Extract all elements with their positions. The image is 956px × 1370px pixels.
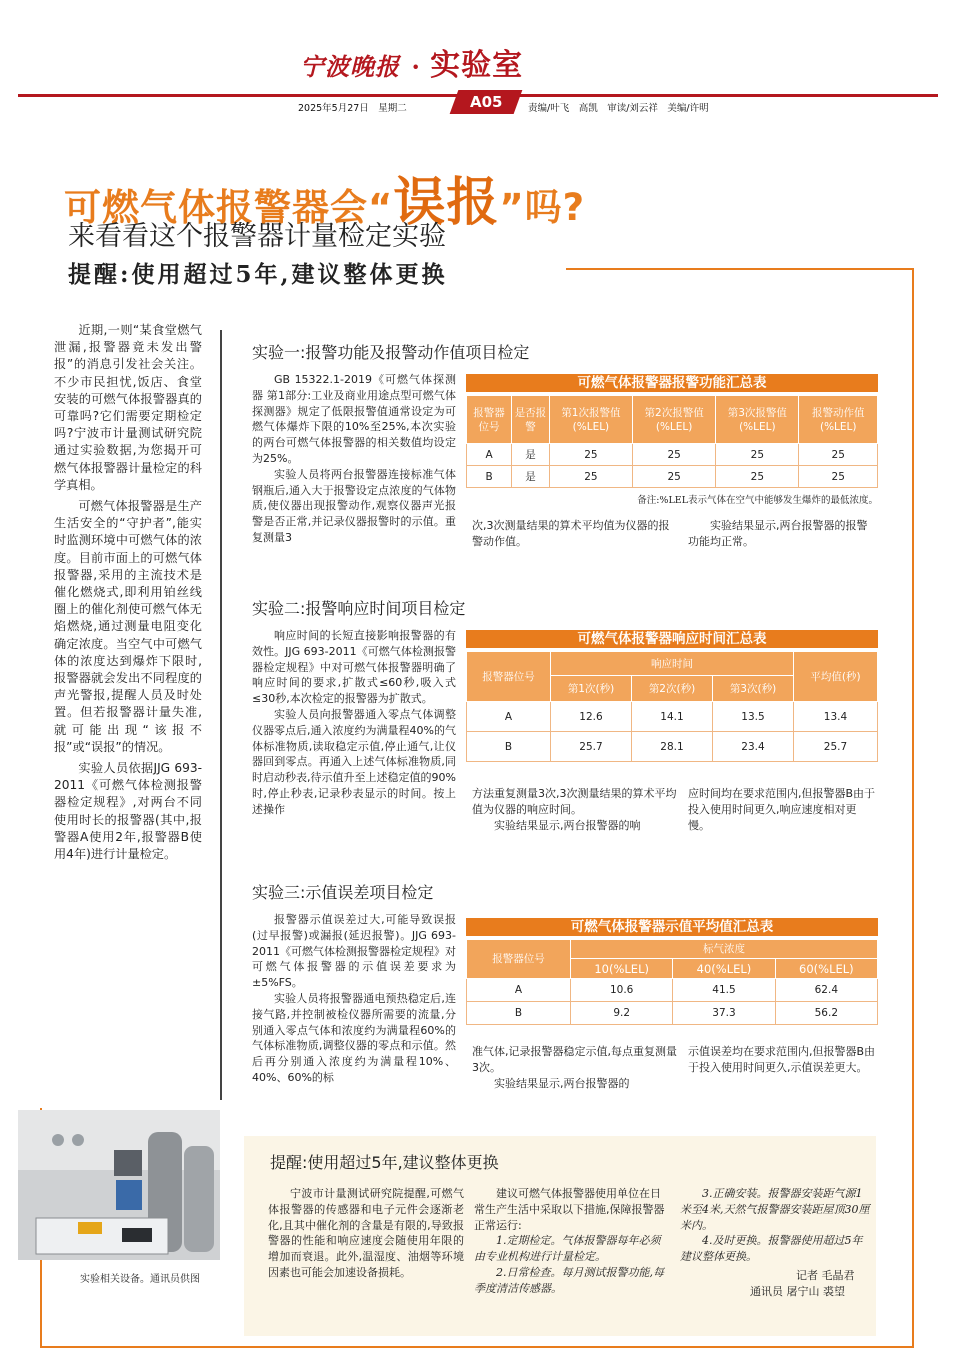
tips-paragraph: 建议可燃气体报警器使用单位在日常生产生活中采取以下措施,保障报警器正常运行: [474, 1187, 665, 1232]
intro-column [54, 322, 202, 863]
reporter-name: 记者 毛晶君 [796, 1269, 855, 1282]
table-row [467, 732, 878, 762]
exp3-text-cont [472, 1044, 678, 1091]
table-cell: 12.6 [551, 702, 632, 732]
table-cell: A [467, 702, 551, 732]
table-cell: 41.5 [673, 979, 775, 1002]
exp1-text [252, 372, 456, 546]
table-cell: 是 [512, 444, 550, 466]
table-header-cell: 报警动作值(%LEL) [799, 396, 878, 444]
table-header-cell: 第1次(秒) [551, 676, 632, 702]
table-cell: 13.5 [713, 702, 794, 732]
tips-col3 [680, 1186, 870, 1265]
exp2-paragraph: 响应时间的长短直接影响报警器的有效性。JJG 693-2011《可燃气体检测报警器检定规程》中对可燃气体报警器明确了响应时间的要求,扩散式≤60秒,吸入式≤30秒,本次检定的报警器为扩散式。 [252, 629, 456, 706]
table-header-cell: 40(%LEL) [673, 959, 775, 979]
table-cell: B [467, 732, 551, 762]
table-header-cell: 标气浓度 [571, 940, 878, 959]
table-header-cell: 60(%LEL) [775, 959, 877, 979]
table-cell: B [467, 1002, 571, 1025]
section-name: 实验室 [430, 48, 524, 83]
editors-line: 责编/叶飞 高凯 审读/刘云祥 美编/许明 [528, 103, 709, 114]
tips-item: 3.正确安装。报警器安装距气源1米至4米,天然气报警器安装距屋顶30厘米内。 [680, 1187, 870, 1232]
exp2-title: 实验二:报警响应时间项目检定 [252, 599, 466, 618]
page-number-flag: A05 [450, 90, 523, 114]
intro-paragraph: 近期,一则“某食堂燃气泄漏,报警器竟未发出警报”的消息引发社会关注。不少市民担忧,饭店、食堂安装的可燃气体报警器真的可靠吗?它们需要定期检定吗?宁波市计量测试研究院通过实验数据,为您揭开可燃气体报警器计量检定的科学真相。 [54, 323, 202, 492]
table-header-cell: 响应时间 [551, 652, 794, 676]
table-row [467, 1002, 878, 1025]
exp3-text [252, 912, 456, 1086]
exp2-text-cont [472, 786, 678, 833]
intro-paragraph: 可燃气体报警器是生产生活安全的“守护者”,能实时监测环境中可燃气体的浓度。目前市面上的可燃气体报警器,采用的主流技术是催化燃烧式,即利用铂丝线圈上的催化剂使可燃气体无焰燃烧,通过测量电阻变化确定浓度。当空气中可燃气体的浓度达到爆炸下限时,报警器就会发出不同程度的声光警报,提醒人员及时处置。但若报警器计量失准,就可能出现“该报不报”或“误报”的情况。 [54, 499, 202, 754]
exp3-title: 实验三:示值误差项目检定 [252, 883, 434, 902]
exp1-text-cont: 次,3次测量结果的算术平均值为仪器的报警动作值。 [472, 519, 670, 548]
reminder-title: 提醒:使用超过5年,建议整体更换 [68, 261, 448, 288]
tips-col1: 宁波市计量测试研究院提醒,可燃气体报警器的传感器和电子元件会逐渐老化,且其中催化剂的含量是有限的,导致报警器的性能和响应速度会随使用年限的增加而衰退。此外,温湿度、油烟等环境因素也可能会加速设备损耗。 [268, 1187, 464, 1279]
table-header-cell: 是否报警 [512, 396, 550, 444]
table-cell: 25 [799, 466, 878, 488]
table-cell: 25 [549, 444, 632, 466]
table-cell: 56.2 [775, 1002, 877, 1025]
table-cell: 9.2 [571, 1002, 673, 1025]
exp3-paragraph: 实验人员将报警器通电预热稳定后,连接气路,并控制被检仪器所需要的流量,分别通入零点气体和浓度约为满量程60%的气体标准物质,调整仪器的零点和示值。然后再分别通入浓度约为满量程10%、40%、60%的标 [252, 991, 456, 1084]
tips-title: 提醒:使用超过5年,建议整体更换 [270, 1153, 499, 1172]
table-header-cell: 第2次报警值(%LEL) [633, 396, 716, 444]
table-cell: 是 [512, 466, 550, 488]
table-header-cell: 报警器位号 [467, 652, 551, 702]
exp3-paragraph: 准气体,记录报警器稳定示值,每点重复测量3次。 [472, 1045, 677, 1074]
exp3-paragraph: 报警器示值误差过大,可能导致误报(过早报警)或漏报(延迟报警)。JJG 693-2011《可燃气体检测报警器检定规程》对可燃气体报警器的示值误差要求为±5%FS。 [252, 913, 456, 990]
exp1-result: 实验结果显示,两台报警器的报警功能均正常。 [688, 519, 868, 548]
table-cell: 25 [716, 466, 799, 488]
table-cell: 62.4 [775, 979, 877, 1002]
frame-top-rule [566, 268, 914, 270]
table-cell: 25 [716, 444, 799, 466]
table-cell: 37.3 [673, 1002, 775, 1025]
table-header-cell: 10(%LEL) [571, 959, 673, 979]
table-cell: 25.7 [551, 732, 632, 762]
dateline: 2025年5月27日 星期二 [298, 103, 407, 114]
exp3-table-header [467, 940, 878, 959]
exp3-table-title: 可燃气体报警器示值平均值汇总表 [466, 918, 878, 936]
table-cell: A [467, 979, 571, 1002]
table-cell: 25 [549, 466, 632, 488]
tips-item: 2.日常检查。每月测试报警功能,每季度清洁传感器。 [474, 1265, 664, 1295]
exp1-table-note: 备注:%LEL表示气体在空气中能够发生爆炸的最低浓度。 [637, 495, 878, 506]
exp2-paragraph: 实验人员向报警器通入零点气体调整仪器零点后,通入浓度约为满量程40%的气体标准物质,读取稳定示值,停止通气,让仪器回到零点。再通入上述气体标准物质,同时启动秒表,待示值升至上述稳定值的90%时,停止秒表,记录秒表显示的时间。按上述操作 [252, 707, 456, 816]
exp1-table-header [467, 396, 878, 444]
masthead: 宁波晚报 · 实验室 [300, 48, 524, 83]
frame-bottom-rule [40, 1346, 914, 1348]
table-cell: 25 [799, 444, 878, 466]
column-divider [220, 330, 222, 1100]
exp3-result-cont: 示值误差均在要求范围内,但报警器B由于投入使用时间更久,示值误差更大。 [688, 1045, 876, 1074]
equipment-photo [18, 1110, 220, 1260]
paper-name: 宁波晚报 [300, 52, 400, 81]
correspondents: 通讯员 屠宁山 裘望 [750, 1285, 845, 1298]
table-header-cell: 第3次报警值(%LEL) [716, 396, 799, 444]
exp2-table-header [467, 652, 878, 676]
equipment-illustration [18, 1110, 220, 1260]
exp1-title: 实验一:报警功能及报警动作值项目检定 [252, 343, 530, 362]
table-row [467, 979, 878, 1002]
tips-col2 [474, 1186, 670, 1297]
photo-caption: 实验相关设备。通讯员供图 [80, 1274, 200, 1285]
table-cell: A [467, 444, 512, 466]
frame-right-rule [912, 268, 914, 1348]
exp3-table-block [466, 918, 878, 1025]
table-cell: B [467, 466, 512, 488]
table-header-cell: 报警器位号 [467, 396, 512, 444]
table-cell: 23.4 [713, 732, 794, 762]
intro-paragraph: 实验人员依据JJG 693-2011《可燃气体检测报警器检定规程》,对两台不同使用时长的报警器(其中,报警器A使用2年,报警器B使用4年)进行计量检定。 [54, 761, 202, 862]
tips-item: 4.及时更换。报警器使用超过5年建议整体更换。 [680, 1234, 863, 1264]
table-cell: 10.6 [571, 979, 673, 1002]
table-header-cell: 第2次(秒) [632, 676, 713, 702]
table-cell: 25.7 [794, 732, 878, 762]
tips-item: 1.定期检定。气体报警器每年必须由专业机构进行计量检定。 [474, 1234, 661, 1264]
exp2-table-block [466, 630, 878, 762]
headline: 可燃气体报警器会“误报”吗? [64, 173, 586, 233]
exp1-table-title: 可燃气体报警器报警功能汇总表 [466, 374, 878, 392]
table-cell: 25 [633, 466, 716, 488]
exp1-paragraph: 实验人员将两台报警器连接标准气体钢瓶后,通入大于报警设定点浓度的气体物质,使仪器出现报警动作,观察仪器声光报警是否正常,并记录仪器报警时的示值。重复测量3 [252, 467, 456, 544]
table-row [467, 466, 878, 488]
table-header-cell: 第3次(秒) [713, 676, 794, 702]
table-header-cell: 第1次报警值(%LEL) [549, 396, 632, 444]
exp1-table-block [466, 374, 878, 506]
exp1-table [466, 395, 878, 488]
table-header-cell: 平均值(秒) [794, 652, 878, 702]
exp1-paragraph: GB 15322.1-2019《可燃气体探测器 第1部分:工业及商业用途点型可燃气体探测器》规定了低限报警值通常设定为可燃气体爆炸下限的10%至25%,本次实验的两台可燃气体报警器的相关数值均设定为25%。 [252, 373, 456, 465]
exp2-table [466, 651, 878, 762]
exp2-table-title: 可燃气体报警器响应时间汇总表 [466, 630, 878, 648]
exp2-text [252, 628, 456, 818]
exp3-result: 实验结果显示,两台报警器的 [494, 1076, 630, 1090]
table-cell: 28.1 [632, 732, 713, 762]
table-header-cell: 报警器位号 [467, 940, 571, 979]
exp2-result: 实验结果显示,两台报警器的响 [494, 818, 641, 832]
exp2-result-cont: 应时间均在要求范围内,但报警器B由于投入使用时间更久,响应速度相对更慢。 [688, 787, 876, 832]
exp3-table [466, 939, 878, 1025]
table-cell: 25 [633, 444, 716, 466]
table-row [467, 444, 878, 466]
byline [796, 1268, 855, 1284]
exp2-paragraph: 方法重复测量3次,3次测量结果的算术平均值为仪器的响应时间。 [472, 787, 677, 816]
table-row [467, 702, 878, 732]
subtitle: 来看看这个报警器计量检定实验 [68, 221, 446, 252]
table-cell: 14.1 [632, 702, 713, 732]
table-cell: 13.4 [794, 702, 878, 732]
